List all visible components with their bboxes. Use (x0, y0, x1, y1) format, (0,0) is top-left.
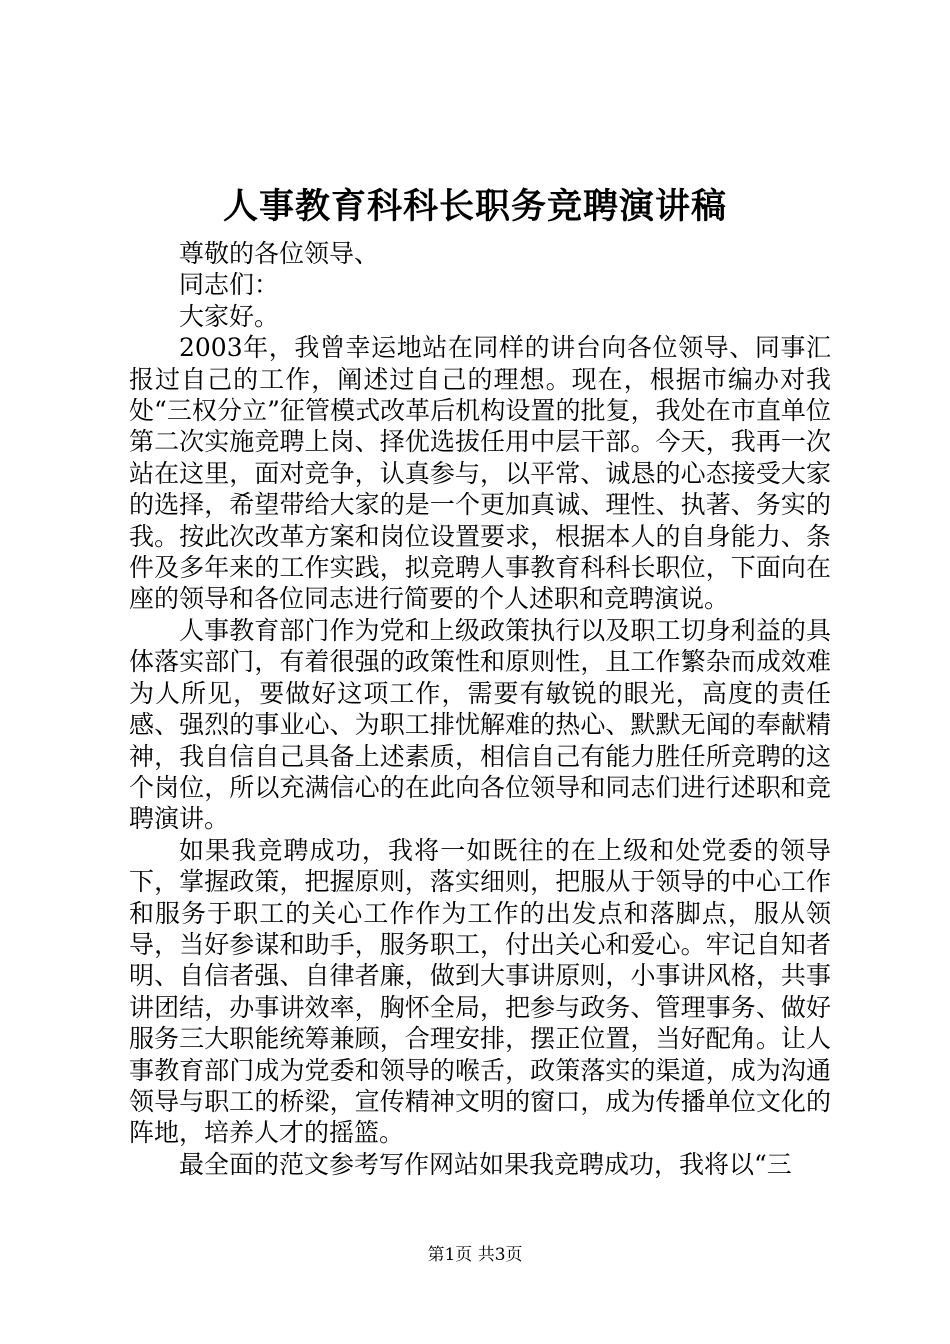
body-paragraph: 人事教育部门作为党和上级政策执行以及职工切身利益的具体落实部门，有着很强的政策性和原则性，且工作繁杂而成效难为人所见，要做好这项工作，需要有敏锐的眼光，高度的责任感、强烈的事业心、为职工排忧解难的热心、默默无闻的奉献精神，我自信自己具备上述素质，相信自己有能力胜任所竞聘的这个岗位，所以充满信心的在此向各位领导和同志们进行述职和竞聘演讲。 (129, 615, 831, 834)
document-body (129, 238, 831, 1180)
body-paragraph: 2003年，我曾幸运地站在同样的讲台向各位领导、同事汇报过自己的工作，阐述过自己的理想。现在，根据市编办对我处“三权分立”征管模式改革后机构设置的批复，我处在市直单位第二次实施竞聘上岗、择优选拔任用中层干部。今天，我再一次站在这里，面对竞争，认真参与，以平常、诚恳的心态接受大家的选择，希望带给大家的是一个更加真诚、理性、执著、务实的我。按此次改革方案和岗位设置要求，根据本人的自身能力、条件及多年来的工作实践，拟竞聘人事教育科科长职位，下面向在座的领导和各位同志进行简要的个人述职和竞聘演说。 (129, 333, 831, 614)
body-paragraph: 最全面的范文参考写作网站如果我竞聘成功，我将以“三 (179, 1149, 792, 1179)
greeting-line: 大家好。 (179, 301, 280, 331)
body-paragraph: 如果我竞聘成功，我将一如既往的在上级和处党委的领导下，掌握政策，把握原则，落实细则，把服从于领导的中心工作和服务于职工的关心工作作为工作的出发点和落脚点，服从领导，当好参谋和助手，服务职工，付出关心和爱心。牢记自知者明、自信者强、自律者廉，做到大事讲原则，小事讲风格，共事讲团结，办事讲效率，胸怀全局，把参与政务、管理事务、做好服务三大职能统筹兼顾，合理安排，摆正位置，当好配角。让人事教育部门成为党委和领导的喉舌，政策落实的渠道，成为沟通领导与职工的桥梁，宣传精神文明的窗口，成为传播单位文化的阵地，培养人才的摇篮。 (129, 835, 831, 1148)
page-number-footer: 第1页 共3页 (427, 1245, 523, 1265)
salutation-line: 同志们： (179, 270, 280, 300)
page-title: 人事教育科科长职务竞聘演讲稿 (222, 186, 727, 227)
salutation-line: 尊敬的各位领导、 (179, 239, 380, 268)
